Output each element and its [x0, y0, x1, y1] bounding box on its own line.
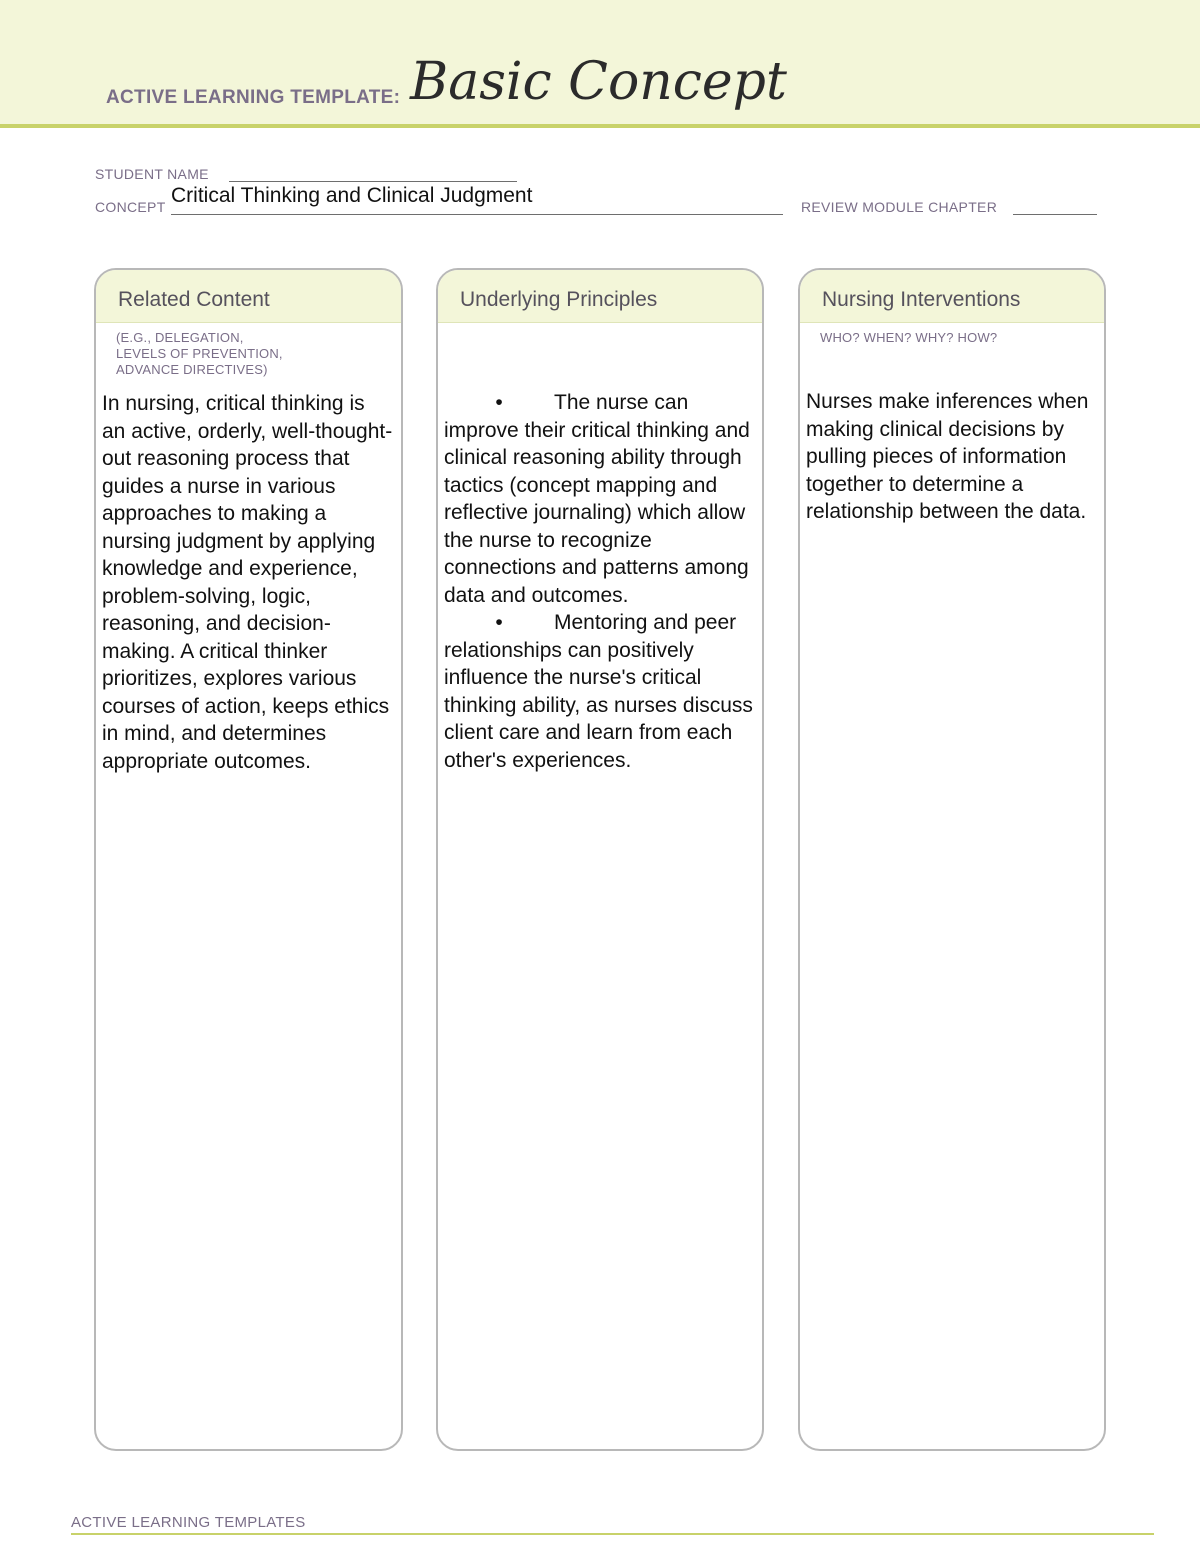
- panel-underlying-principles: [436, 268, 764, 1451]
- template-label: ACTIVE LEARNING TEMPLATE:: [106, 87, 401, 108]
- bullet-marker: •: [495, 391, 503, 414]
- panel-related-content-title: Related Content: [118, 288, 270, 311]
- footer-label: ACTIVE LEARNING TEMPLATES: [71, 1514, 306, 1531]
- panel-related-content-subtitle: [116, 330, 283, 378]
- header-rule: [0, 124, 1200, 128]
- principle-item: [444, 389, 754, 609]
- panel-related-content-header: [96, 270, 401, 323]
- underlying-principles-text[interactable]: [444, 389, 754, 774]
- nursing-interventions-text[interactable]: Nurses make inferences when making clinical decisions by pulling pieces of information together to determine a relationship between the data.: [806, 390, 1089, 523]
- subtitle-line: LEVELS OF PREVENTION,: [116, 346, 283, 361]
- review-module-label: REVIEW MODULE CHAPTER: [801, 199, 998, 215]
- subtitle-line: (E.G., DELEGATION,: [116, 330, 244, 345]
- concept-line[interactable]: [171, 214, 783, 215]
- panel-underlying-principles-header: [438, 270, 762, 323]
- student-name-line[interactable]: [229, 181, 517, 182]
- panel-underlying-principles-title: Underlying Principles: [460, 288, 658, 311]
- panel-nursing-interventions: [798, 268, 1106, 1451]
- panel-nursing-interventions-header: [800, 270, 1104, 323]
- footer-rule: [71, 1533, 1154, 1535]
- bullet-marker: •: [495, 611, 503, 634]
- concept-value[interactable]: Critical Thinking and Clinical Judgment: [171, 184, 533, 207]
- related-content-text[interactable]: In nursing, critical thinking is an active, orderly, well-thought-out reasoning process that guides a nurse in various approaches to making a nursing judgment by applying knowledge and experience, problem-solving, logic, reasoning, and decision-making. A critical thinker prioritizes, explores various courses of action, keeps ethics in mind, and determines appropriate outcomes.: [102, 392, 393, 773]
- panel-nursing-interventions-subtitle: WHO? WHEN? WHY? HOW?: [820, 330, 998, 345]
- panel-related-content: [94, 268, 403, 1451]
- principle-item: [444, 609, 754, 774]
- panel-nursing-interventions-title: Nursing Interventions: [822, 288, 1021, 311]
- review-module-line[interactable]: [1013, 214, 1097, 215]
- student-name-label: STUDENT NAME: [95, 166, 209, 182]
- subtitle-line: ADVANCE DIRECTIVES): [116, 362, 268, 377]
- principle-text: The nurse can improve their critical thinking and clinical reasoning ability through tactics (concept mapping and reflective journaling) which allow the nurse to recognize connections and patterns among data and outcomes.: [444, 391, 750, 607]
- principle-text: Mentoring and peer relationships can positively influence the nurse's critical thinking ability, as nurses discuss client care and learn from each other's experiences.: [444, 611, 753, 772]
- template-title: Basic Concept: [410, 52, 787, 112]
- concept-label: CONCEPT: [95, 199, 166, 215]
